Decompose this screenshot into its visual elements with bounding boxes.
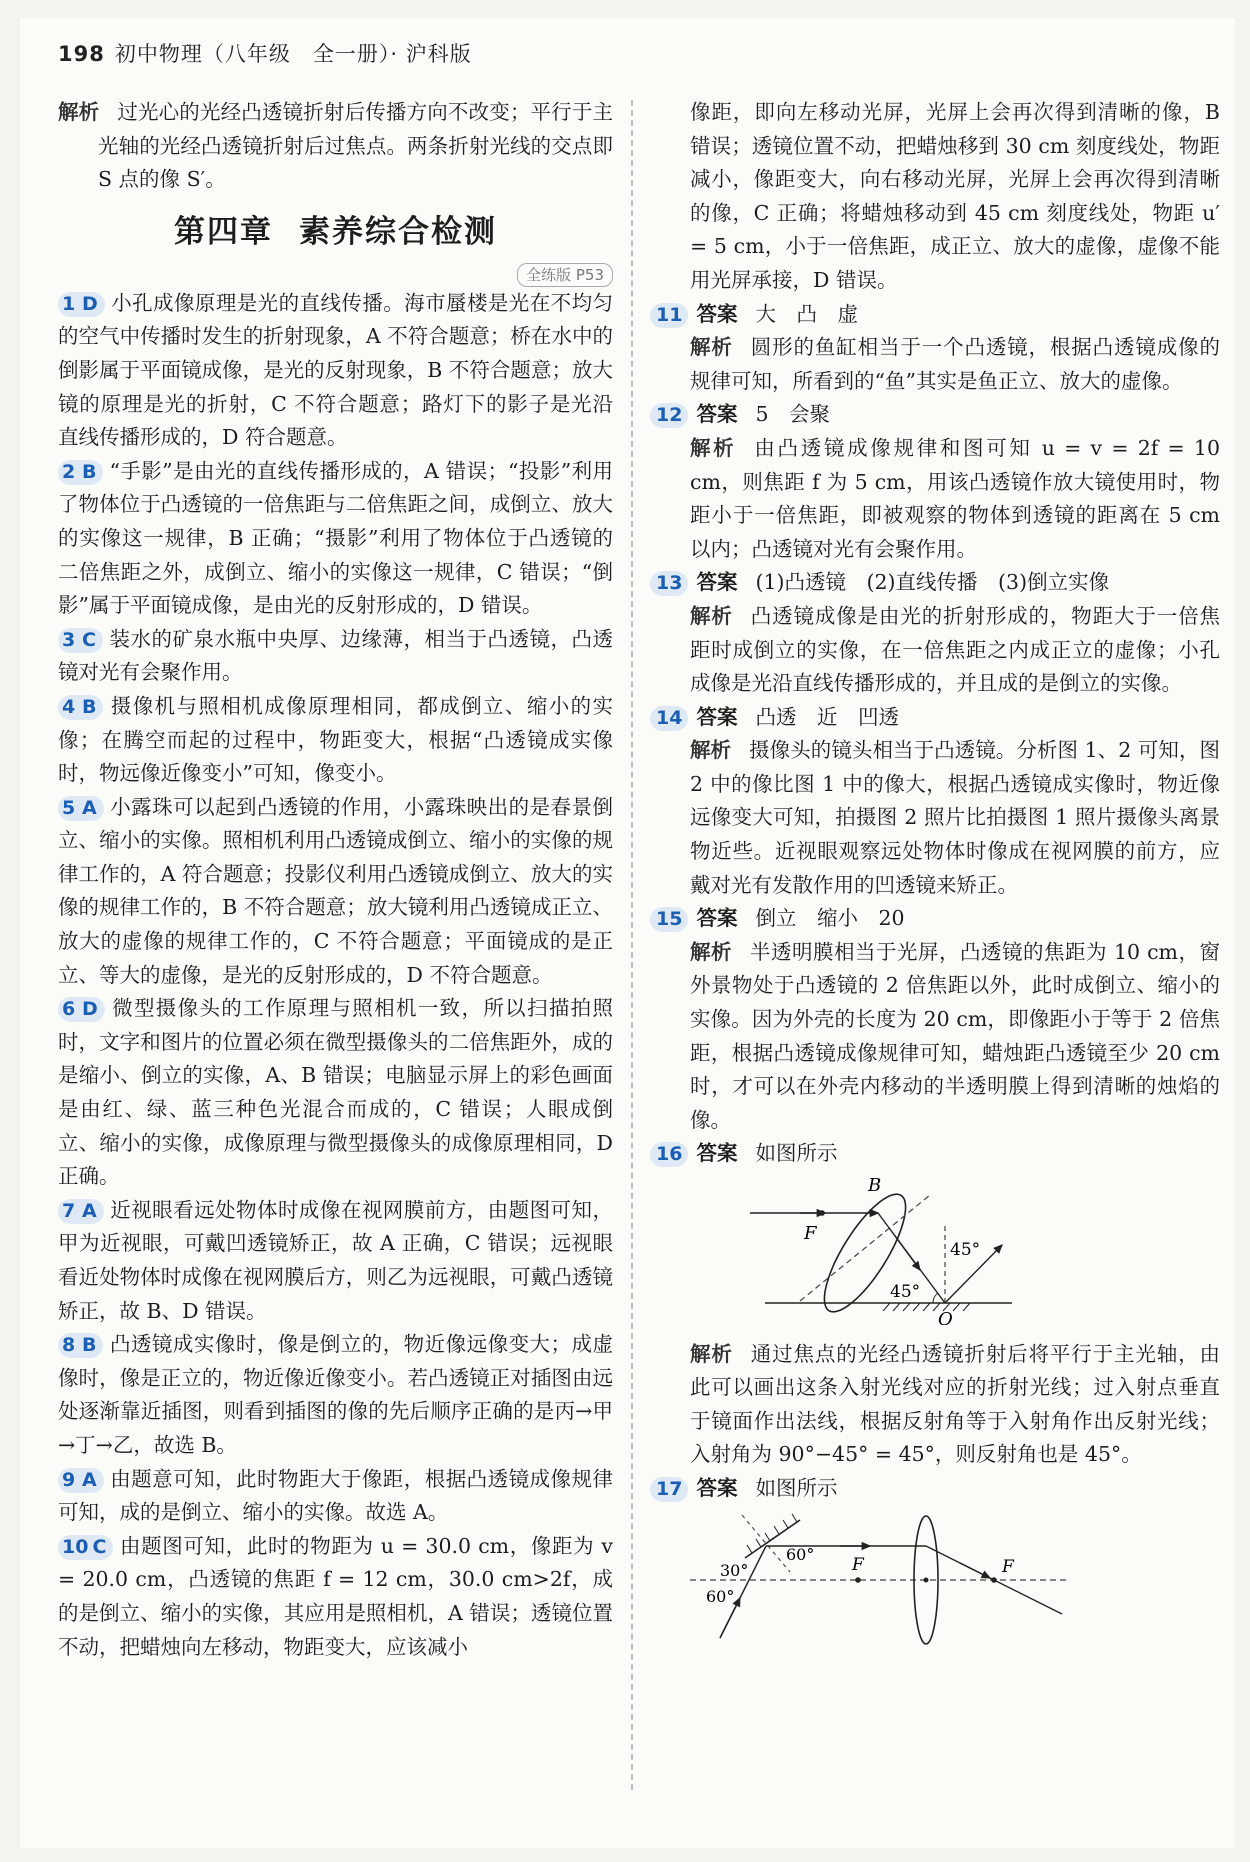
answer-value-15: 倒立 缩小 20 [755, 906, 905, 931]
answer-badge-4: 4 B [58, 695, 103, 720]
label-F-left: F [852, 1554, 864, 1575]
answer-item-2 [58, 455, 613, 623]
answer-text-6: 微型摄像头的工作原理与照相机一致，所以扫描拍照时，文字和图片的位置必须在微型摄像头的二倍焦距外，成的是缩小、倒立的实像，A、B 错误；电脑显示屏上的彩色画面是由红、绿、蓝三种色光混合而成的，C 错误；人眼成倒立、缩小的实像，成像原理与微型摄像头的成像原理相同，D 正确。 [58, 996, 613, 1189]
answer-item-10 [58, 1530, 613, 1664]
analysis-text-14: 摄像头的镜头相当于凸透镜。分析图 1、2 可知，图 2 中的像比图 1 中的像大，根据凸透镜成实像时，物近像远像变大可知，拍摄图 2 照片比拍摄图 1 照片摄像头离景物近些。近视眼观察远处物体时像成在视网膜的前方，应戴对光有发散作用的凹透镜来矫正。 [690, 738, 1221, 897]
focus-left [855, 1577, 861, 1583]
answer-badge-1: 1 D [58, 292, 105, 317]
label-B: B [868, 1175, 882, 1196]
right-column [650, 96, 1220, 1657]
answer-label-14: 答案 [696, 704, 738, 729]
analysis-label-15: 解析 [690, 939, 732, 964]
answer-label-11: 答案 [696, 301, 738, 326]
page-header [58, 38, 472, 68]
analysis-label-13: 解析 [690, 603, 733, 628]
answer-value-14: 凸透 近 凹透 [755, 704, 899, 729]
chapter-number: 第四章 [174, 213, 273, 250]
analysis-text-12: 由凸透镜成像规律和图可知 u = v = 2f = 10 cm，则焦距 f 为 5 cm，用该凸透镜作放大镜使用时，物距小于一倍焦距，即被观察的物体到透镜的距离在 5 cm 以内；凸透镜对光有会聚作用。 [690, 435, 1220, 561]
answer-label-13: 答案 [696, 570, 738, 595]
reference-badge: 全练版 P53 [517, 263, 613, 287]
question-number-15: 15 [650, 907, 688, 932]
chapter-title [58, 207, 613, 257]
analysis-text-11: 圆形的鱼缸相当于一个凸透镜，根据凸透镜成像的规律可知，所看到的“鱼”其实是鱼正立、放大的虚像。 [690, 335, 1221, 393]
analysis-label-14: 解析 [690, 738, 732, 763]
answer-badge-3: 3 C [58, 628, 103, 653]
answer-text-4: 摄像机与照相机成像原理相同，都成倒立、缩小的实像；在腾空而起的过程中，物距变大，根据“凸透镜成实像时，物远像近像变小”可知，像变小。 [58, 693, 613, 786]
analysis-text-15: 半透明膜相当于光屏，凸透镜的焦距为 10 cm，窗外景物处于凸透镜的 2 倍焦距以外，此时成倒立、缩小的实像。因为外壳的长度为 20 cm，即像距小于等于 2 倍焦距，根据凸透镜成像规律可知，蜡烛距凸透镜至少 20 cm 时，才可以在外壳内移动的半透明膜上得到清晰的烛焰的像。 [690, 939, 1220, 1132]
analysis-label-16: 解析 [690, 1341, 733, 1366]
angle-mirror: 45° [890, 1282, 921, 1302]
ref-row [58, 257, 613, 287]
figure-16-diagram [740, 1175, 1040, 1325]
answer-item-15 [650, 902, 1220, 1137]
answer-item-7 [58, 1194, 613, 1328]
analysis-text-16: 通过焦点的光经凸透镜折射后将平行于主光轴，由此可以画出这条入射光线对应的折射光线；过入射点垂直于镜面作出法线，根据反射角等于入射角作出反射光线；入射角为 90°−45° = 45°，则反射角也是 45°。 [690, 1341, 1221, 1467]
answer-list-left [58, 287, 613, 1664]
answer-label-16: 答案 [696, 1141, 738, 1166]
answer-badge-10: 10 C [58, 1535, 113, 1560]
answer-label-12: 答案 [696, 402, 738, 427]
answer-text-7: 近视眼看远处物体时成像在视网膜前方，由题图可知，甲为近视眼，可戴凹透镜矫正，故 A 正确，C 错误；远视眼看近处物体时成像在视网膜后方，则乙为远视眼，可戴凸透镜矫正，故 B、D 错误。 [58, 1197, 613, 1323]
answer-badge-5: 5 A [58, 796, 104, 821]
answer-value-17: 如图所示 [755, 1475, 838, 1500]
chapter-name: 素养综合检测 [299, 213, 497, 250]
answer-item-12 [650, 398, 1220, 566]
answer-10-continued: 像距，即向左移动光屏，光屏上会再次得到清晰的像，B 错误；透镜位置不动，把蜡烛移到 30 cm 刻度线处，物距减小，像距变大，向右移动光屏，光屏上会再次得到清晰的像，C 正确；将蜡烛移动到 45 cm 刻度线处，物距 u′ = 5 cm，小于一倍焦距，成正立、放大的虚像，虚像不能用光屏承接，D 错误。 [690, 100, 1220, 292]
page-number: 198 [58, 42, 105, 66]
answer-item-16 [650, 1137, 1220, 1472]
answer-label-15: 答案 [696, 906, 738, 931]
question-number-17: 17 [650, 1477, 688, 1502]
answer-badge-8: 8 B [58, 1333, 103, 1358]
answer-item-4 [58, 690, 613, 791]
left-column [58, 96, 613, 1664]
figure-17 [690, 1510, 1220, 1656]
answer-item-11 [650, 298, 1220, 399]
answer-text-3: 装水的矿泉水瓶中央厚、边缘薄，相当于凸透镜，凸透镜对光有会聚作用。 [58, 626, 613, 685]
answer-item-13 [650, 566, 1220, 700]
angle-reflect: 45° [950, 1240, 981, 1260]
intro-analysis-label: 解析 [58, 100, 100, 124]
analysis-label-11: 解析 [690, 335, 733, 360]
answer-badge-6: 6 D [58, 997, 105, 1022]
answer-value-12: 5 会聚 [755, 402, 830, 427]
answer-badge-9: 9 A [58, 1468, 104, 1493]
question-number-11: 11 [650, 303, 688, 328]
figure-17-diagram [690, 1510, 1070, 1645]
analysis-label-12: 解析 [690, 435, 737, 460]
intro-analysis [58, 96, 613, 197]
answer-item-9 [58, 1463, 613, 1530]
column-divider [631, 100, 633, 1790]
focus-point [819, 1210, 825, 1216]
label-O: O [938, 1309, 953, 1325]
question-number-14: 14 [650, 706, 688, 731]
answer-value-11: 大 凸 虚 [755, 301, 858, 326]
answer-text-10: 由题图可知，此时的物距为 u = 30.0 cm，像距为 v = 20.0 cm，凸透镜的焦距 f = 12 cm，30.0 cm>2f，成的是倒立、缩小的实像，其应用是照相机，A 错误；透镜位置不动，把蜡烛向左移动，物距变大，应该减小 [58, 1533, 613, 1659]
analysis-text-13: 凸透镜成像是由光的折射形成的，物距大于一倍焦距时成倒立的实像，在一倍焦距之内成正立的虚像；小孔成像是光沿直线传播形成的，并且成的是倒立的实像。 [690, 603, 1221, 696]
answer-text-1: 小孔成像原理是光的直线传播。海市蜃楼是光在不均匀的空气中传播时发生的折射现象，A 不符合题意；桥在水中的倒影属于平面镜成像，是光的反射现象，B 不符合题意；放大镜的原理是光的折射，C 不符合题意；路灯下的影子是光沿直线传播形成的，D 符合题意。 [58, 290, 613, 450]
answer-item-8 [58, 1328, 613, 1462]
answer-text-2: “手影”是由光的直线传播形成的，A 错误；“投影”利用了物体位于凸透镜的一倍焦距与二倍焦距之间，成倒立、放大的实像这一规律，B 正确；“摄影”利用了物体位于凸透镜的二倍焦距之外，成倒立、缩小的实像这一规律，C 错误；“倒影”属于平面镜成像，是由光的反射形成的，D 错误。 [58, 458, 613, 618]
question-number-13: 13 [650, 571, 688, 596]
answer-item-5 [58, 791, 613, 993]
answer-item-3 [58, 623, 613, 690]
angle-60-top: 60° [786, 1544, 815, 1564]
answer-item-17 [650, 1472, 1220, 1655]
answer-item-14 [650, 701, 1220, 903]
intro-analysis-text: 过光心的光经凸透镜折射后传播方向不改变；平行于主光轴的光经凸透镜折射后过焦点。两条折射光线的交点即 S 点的像 S′。 [98, 100, 614, 192]
answer-label-17: 答案 [696, 1475, 738, 1500]
book-title: 初中物理（八年级 全一册）· 沪科版 [114, 42, 472, 66]
answer-badge-2: 2 B [58, 460, 103, 485]
answer-text-8: 凸透镜成实像时，像是倒立的，物近像远像变大；成虚像时，像是正立的，物近像近像变小。若凸透镜正对插图由远处逐渐靠近插图，则看到插图的像的先后顺序正确的是丙→甲→丁→乙，故选 B。 [58, 1332, 613, 1457]
answer-value-16: 如图所示 [755, 1141, 838, 1166]
label-F: F [804, 1223, 817, 1244]
answer-badge-7: 7 A [58, 1199, 104, 1224]
answer-item-1 [58, 287, 613, 455]
angle-60-bottom: 60° [706, 1586, 735, 1606]
answer-text-5: 小露珠可以起到凸透镜的作用，小露珠映出的是春景倒立、缩小的实像。照相机利用凸透镜成倒立、缩小的实像的规律工作的，A 符合题意；投影仪利用凸透镜成倒立、放大的实像的规律工作的，B 不符合题意；放大镜利用凸透镜成正立、放大的虚像的规律工作的，C 不符合题意；平面镜成的是正立、等大的虚像，是光的反射形成的，D 不符合题意。 [58, 794, 613, 987]
answer-value-13: (1)凸透镜 (2)直线传播 (3)倒立实像 [755, 570, 1110, 595]
angle-30: 30° [720, 1560, 749, 1580]
answer-text-9: 由题意可知，此时物距大于像距，根据凸透镜成像规律可知，成的是倒立、缩小的实像。故选 A。 [58, 1466, 613, 1525]
label-F-right: F [1002, 1556, 1014, 1577]
focus-right [991, 1577, 997, 1583]
question-number-12: 12 [650, 403, 688, 428]
answer-item-6 [58, 992, 613, 1194]
figure-16 [740, 1175, 1220, 1336]
question-number-16: 16 [650, 1142, 688, 1167]
